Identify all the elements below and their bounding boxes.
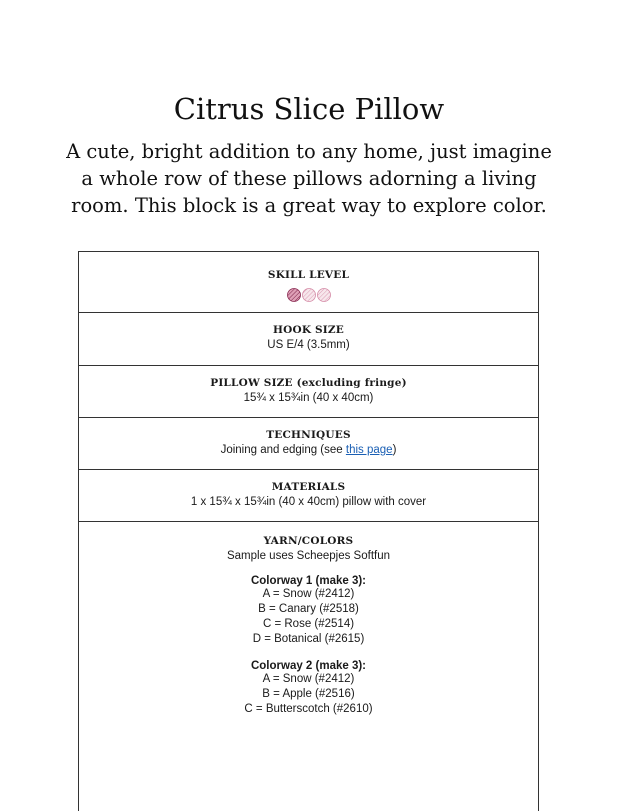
materials-heading: MATERIALS [271, 481, 346, 493]
techniques-section [79, 418, 538, 470]
pillow-size-heading: PILLOW SIZE (excluding fringe) [210, 377, 407, 389]
pillow-size-section [79, 366, 538, 418]
techniques-heading: TECHNIQUES [266, 429, 351, 441]
skill-level-rating [79, 287, 538, 303]
techniques-text [79, 444, 538, 456]
colorway-2-color: C = Butterscotch (#2610) [244, 703, 373, 715]
yarn-ball-icon-2 [302, 289, 315, 302]
yarn-ball-icon-1 [287, 289, 300, 302]
skill-level-yarn-icons [279, 287, 339, 303]
materials-section [79, 470, 538, 522]
techniques-text-before: Joining and edging (see [220, 444, 346, 456]
yarn-colors-section [79, 522, 538, 717]
colorway-1-color: A = Snow (#2412) [262, 588, 355, 600]
colorway-1-color: C = Rose (#2514) [262, 618, 355, 630]
page-subtitle: A cute, bright addition to any home, just imagine a whole row of these pillows adorning a living room. This block is a great way to explore color. [66, 140, 552, 217]
hook-size-heading: HOOK SIZE [273, 324, 344, 336]
colorway-1-title: Colorway 1 (make 3): [250, 575, 367, 587]
page-title: Citrus Slice Pillow [173, 92, 445, 126]
colorway-2-title: Colorway 2 (make 3): [250, 660, 367, 672]
yarn-colors-heading: YARN/COLORS [263, 535, 354, 547]
colorway-1-color: B = Canary (#2518) [258, 603, 359, 615]
skill-level-heading: SKILL LEVEL [267, 269, 350, 281]
yarn-sample-text: Sample uses Scheepjes Softfun [226, 550, 391, 562]
pillow-size-value: 15¾ x 15¾in (40 x 40cm) [243, 392, 374, 404]
colorway-2-color: A = Snow (#2412) [262, 673, 355, 685]
skill-level-section [79, 252, 538, 313]
materials-value: 1 x 15¾ x 15¾in (40 x 40cm) pillow with cover [190, 496, 427, 508]
pattern-info-table [78, 251, 539, 811]
hook-size-value: US E/4 (3.5mm) [267, 339, 350, 351]
colorway-1-color: D = Botanical (#2615) [252, 633, 365, 645]
yarn-ball-icon-3 [317, 289, 330, 302]
hook-size-section [79, 313, 538, 366]
techniques-text-after: ) [392, 444, 397, 456]
colorway-2-color: B = Apple (#2516) [262, 688, 355, 700]
this-page-link[interactable]: this page [345, 444, 393, 456]
